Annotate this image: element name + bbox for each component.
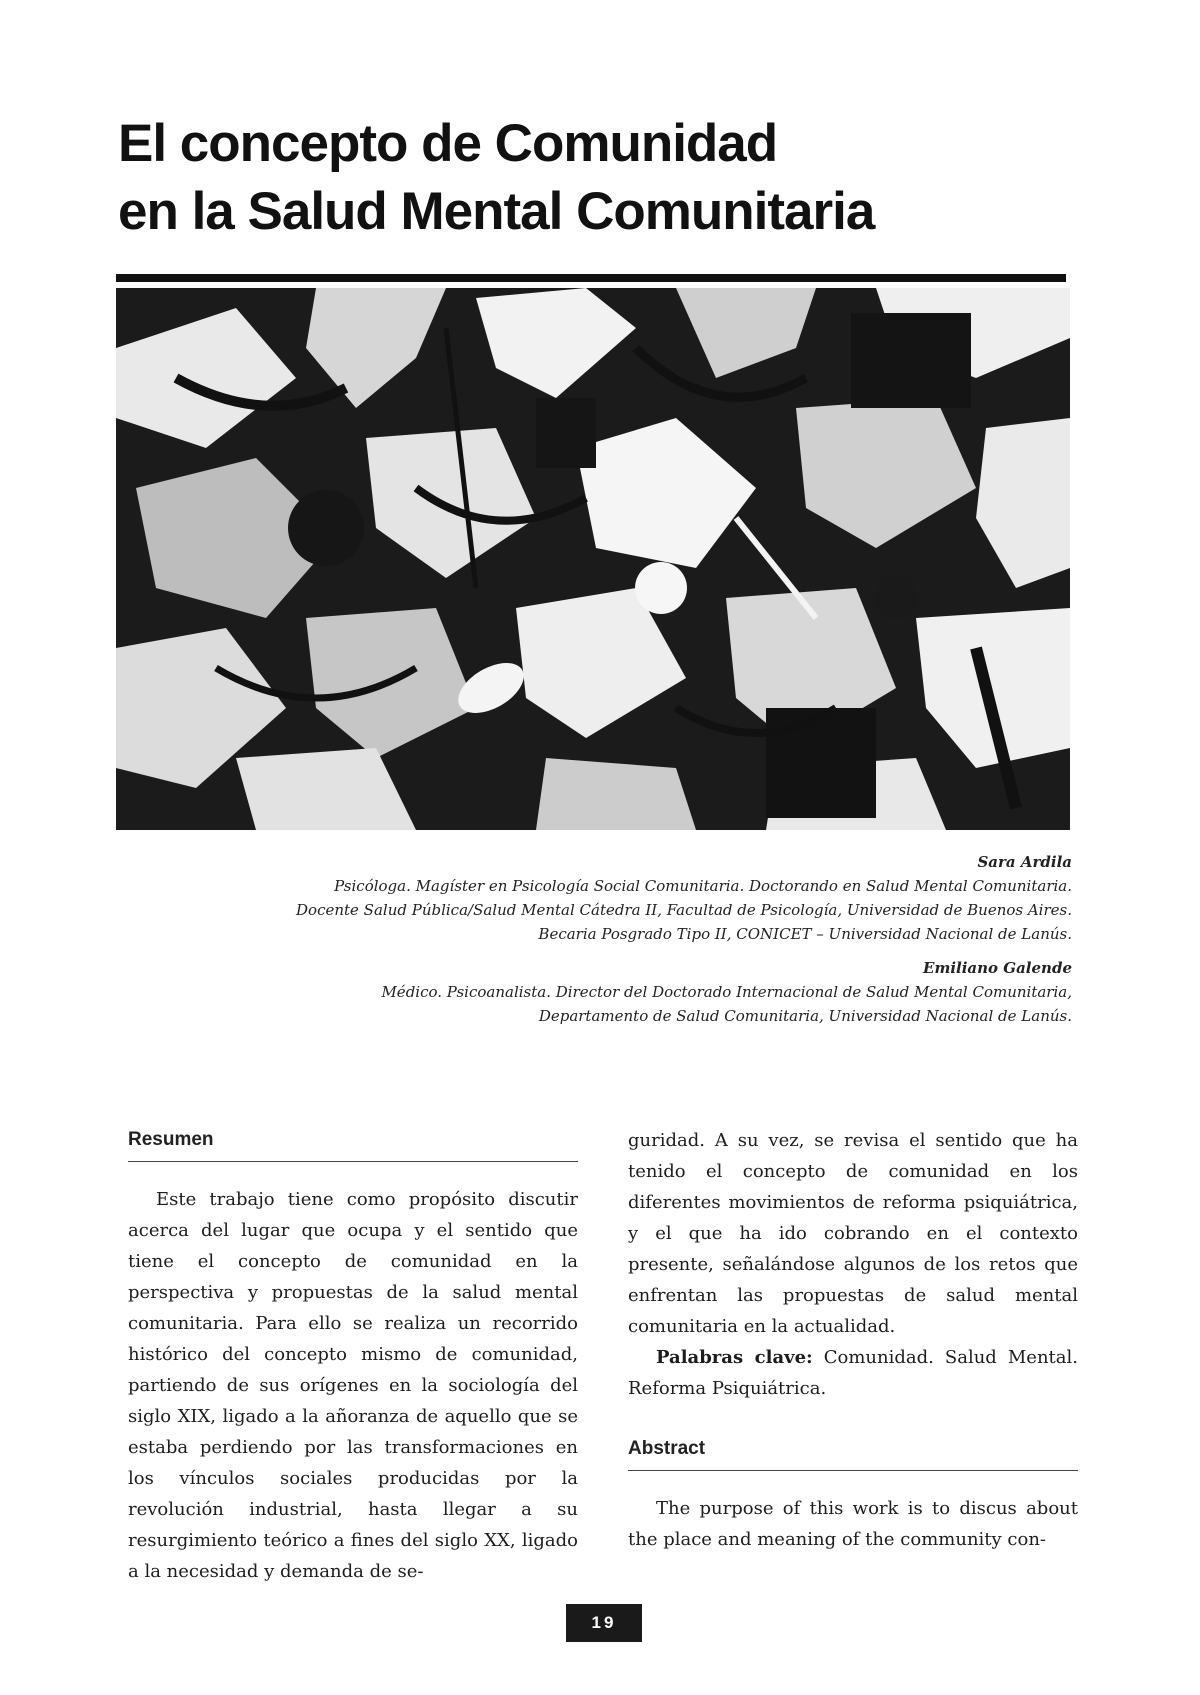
author-credits <box>172 850 1072 1028</box>
resumen-paragraph: Este trabajo tiene como propósito discutir acerca del lugar que ocupa y el sentido que tiene el concepto de comunidad en la perspectiva y propuestas de la salud mental comunitaria. Para ello se realiza un recorrido histórico del concepto mismo de comunidad, partiendo de sus orígenes en la sociología del siglo XIX, ligado a la añoranza de aquello que se estaba perdiendo por las transformaciones en los vínculos sociales producidas por la revolución industrial, hasta llegar a su resurgimiento teórico a fines del siglo XX, ligado a la necesidad y demanda de se- <box>128 1189 578 1582</box>
article-title <box>118 110 1098 246</box>
title-line-1: El concepto de Comunidad <box>118 114 778 173</box>
artwork-illustration <box>116 288 1070 830</box>
cover-artwork <box>116 288 1070 830</box>
title-rule <box>116 274 1066 282</box>
abstract-paragraph: The purpose of this work is to discus about the place and meaning of the community con- <box>628 1498 1078 1550</box>
page-number: 19 <box>566 1604 642 1642</box>
resumen-paragraph-continued: guridad. A su vez, se revisa el sentido que ha tenido el concepto de comunidad en los diferentes movimientos de reforma psiquiátrica, y el que ha ido cobrando en el contexto presente, señalándose algunos de los retos que enfrentan las propuestas de salud mental comunitaria en la actualidad. <box>628 1130 1078 1337</box>
author-2-affiliation-line: Departamento de Salud Comunitaria, Universidad Nacional de Lanús. <box>538 1007 1072 1025</box>
resumen-heading: Resumen <box>128 1127 578 1162</box>
keywords-text: Comunidad. Salud Mental. Reforma Psiquiátrica. <box>628 1347 1078 1399</box>
author-name-1: Sara Ardila <box>977 853 1072 871</box>
title-line-2: en la Salud Mental Comunitaria <box>118 182 875 241</box>
keywords-paragraph <box>628 1342 1078 1404</box>
author-1-affiliation-line: Becaria Posgrado Tipo II, CONICET – Universidad Nacional de Lanús. <box>538 925 1072 943</box>
right-column <box>628 1125 1078 1555</box>
abstract-heading: Abstract <box>628 1436 1078 1471</box>
author-name-2: Emiliano Galende <box>923 959 1072 977</box>
author-1-affiliation-line: Docente Salud Pública/Salud Mental Cátedra II, Facultad de Psicología, Universidad de Buenos Aires. <box>296 901 1072 919</box>
author-2-affiliation-line: Médico. Psicoanalista. Director del Doctorado Internacional de Salud Mental Comunitaria, <box>381 983 1072 1001</box>
author-1-affiliation-line: Psicóloga. Magíster en Psicología Social Comunitaria. Doctorando en Salud Mental Comunitaria. <box>334 877 1072 895</box>
keywords-label: Palabras clave: <box>656 1347 813 1368</box>
left-column <box>128 1125 578 1587</box>
